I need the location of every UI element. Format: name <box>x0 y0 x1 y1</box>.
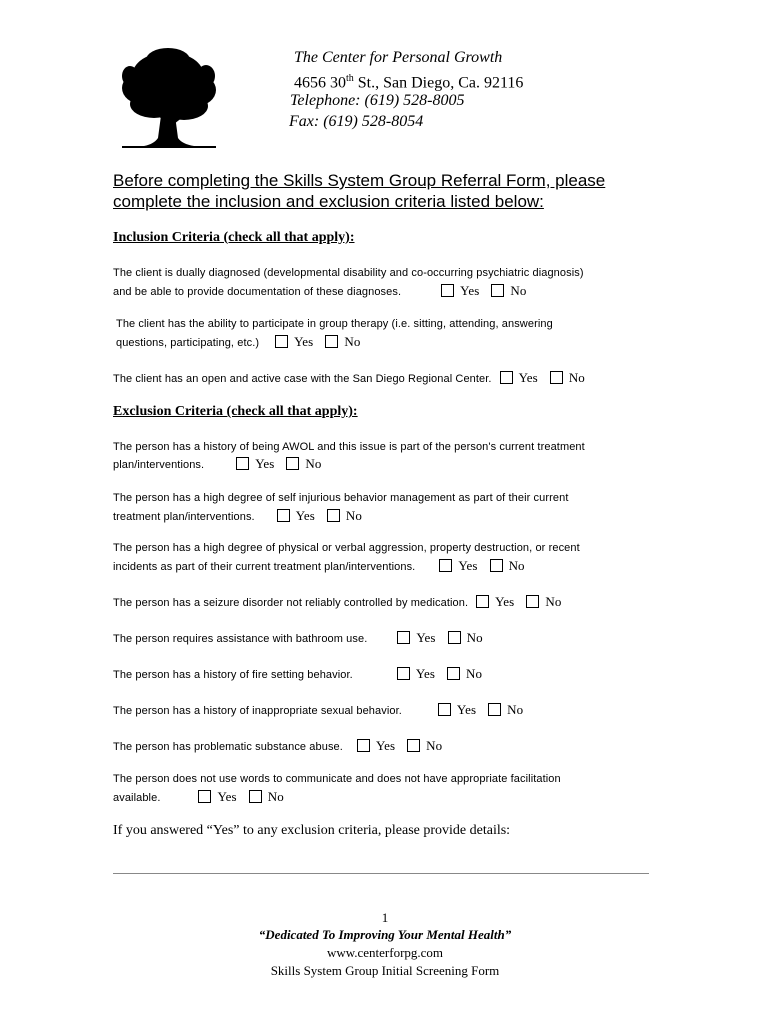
yes-checkbox[interactable] <box>277 509 290 522</box>
yes-checkbox[interactable] <box>476 595 489 608</box>
yes-checkbox[interactable] <box>439 559 452 572</box>
exclusion-q5 <box>113 629 495 648</box>
exclusion-heading: Exclusion Criteria (check all that apply): <box>113 404 358 419</box>
yes-checkbox[interactable] <box>198 790 211 803</box>
inclusion-q2-line-1: The client has the ability to participate in group therapy (i.e. sitting, attending, answering <box>116 318 553 330</box>
yes-checkbox[interactable] <box>357 739 370 752</box>
footer-form-name: Skills System Group Initial Screening Form <box>270 963 500 978</box>
fax: Fax: (619) 528-8054 <box>289 113 424 130</box>
no-checkbox[interactable] <box>325 335 338 348</box>
no-checkbox[interactable] <box>407 739 420 752</box>
no-label: No <box>426 738 443 753</box>
no-checkbox[interactable] <box>447 667 460 680</box>
footer-tagline: “Dedicated To Improving Your Mental Health” <box>258 927 512 942</box>
yes-label: Yes <box>217 789 237 804</box>
exclusion-q2 <box>113 507 374 526</box>
exclusion-q6 <box>113 665 494 684</box>
inclusion-heading: Inclusion Criteria (check all that apply): <box>113 230 355 245</box>
inclusion-q2 <box>116 333 372 352</box>
details-answer-line[interactable] <box>113 873 649 874</box>
yes-label: Yes <box>294 334 314 349</box>
yes-checkbox[interactable] <box>397 667 410 680</box>
form-title-line-2: complete the inclusion and exclusion criteria listed below: <box>113 192 544 211</box>
no-label: No <box>568 370 585 385</box>
inclusion-q1 <box>113 282 538 301</box>
exclusion-q9-line-1: The person does not use words to communicate and does not have appropriate facilitation <box>113 773 561 785</box>
no-checkbox[interactable] <box>448 631 461 644</box>
exclusion-q9 <box>113 788 296 807</box>
no-label: No <box>510 283 527 298</box>
no-checkbox[interactable] <box>550 371 563 384</box>
question-text: The person has problematic substance abuse. <box>113 741 343 753</box>
yes-label: Yes <box>495 594 515 609</box>
no-label: No <box>466 630 483 645</box>
yes-checkbox[interactable] <box>397 631 410 644</box>
question-text: The person has a history of inappropriate sexual behavior. <box>113 705 402 717</box>
inclusion-q1-line-1: The client is dually diagnosed (developmental disability and co-occurring psychiatric diagnosis) <box>113 267 584 279</box>
exclusion-q1 <box>113 455 334 474</box>
yes-checkbox[interactable] <box>441 284 454 297</box>
yes-label: Yes <box>518 370 538 385</box>
question-text: available. <box>113 792 161 804</box>
details-prompt: If you answered “Yes” to any exclusion criteria, please provide details: <box>113 823 511 838</box>
question-text: questions, participating, etc.) <box>116 337 260 349</box>
no-label: No <box>466 666 483 681</box>
no-checkbox[interactable] <box>327 509 340 522</box>
no-checkbox[interactable] <box>286 457 299 470</box>
no-label: No <box>344 334 361 349</box>
exclusion-q4 <box>113 593 573 612</box>
org-name: The Center for Personal Growth <box>294 49 503 66</box>
exclusion-q2-line-1: The person has a high degree of self injurious behavior management as part of their current <box>113 492 569 504</box>
question-text: The person requires assistance with bathroom use. <box>113 633 368 645</box>
question-text: plan/interventions. <box>113 459 205 471</box>
exclusion-q8 <box>113 737 454 756</box>
footer-website: www.centerforpg.com <box>326 945 444 960</box>
question-text: The person has a history of fire setting behavior. <box>113 669 353 681</box>
inclusion-q3 <box>113 369 597 388</box>
exclusion-q3 <box>113 557 537 576</box>
no-checkbox[interactable] <box>491 284 504 297</box>
no-checkbox[interactable] <box>249 790 262 803</box>
yes-label: Yes <box>295 508 315 523</box>
tree-logo <box>118 46 220 152</box>
yes-label: Yes <box>458 558 478 573</box>
yes-checkbox[interactable] <box>438 703 451 716</box>
question-text: The client has an open and active case with the San Diego Regional Center. <box>113 373 492 385</box>
yes-checkbox[interactable] <box>275 335 288 348</box>
yes-label: Yes <box>375 738 396 753</box>
yes-label: Yes <box>415 666 436 681</box>
yes-label: Yes <box>255 456 275 471</box>
exclusion-q1-line-1: The person has a history of being AWOL and this issue is part of the person's current treatment <box>113 441 585 453</box>
exclusion-q7 <box>113 701 535 720</box>
question-text: and be able to provide documentation of these diagnoses. <box>113 286 402 298</box>
no-label: No <box>345 508 363 523</box>
address: 4656 30th St., San Diego, Ca. 92116 <box>294 73 524 92</box>
question-text: treatment plan/interventions. <box>113 511 255 523</box>
no-checkbox[interactable] <box>490 559 503 572</box>
yes-label: Yes <box>460 283 480 298</box>
no-label: No <box>507 702 524 717</box>
no-checkbox[interactable] <box>488 703 501 716</box>
telephone: Telephone: (619) 528-8005 <box>290 92 465 109</box>
no-label: No <box>508 558 525 573</box>
yes-label: Yes <box>416 630 436 645</box>
yes-checkbox[interactable] <box>236 457 249 470</box>
no-checkbox[interactable] <box>526 595 539 608</box>
yes-label: Yes <box>456 702 477 717</box>
exclusion-q3-line-1: The person has a high degree of physical or verbal aggression, property destruction, or recent <box>113 542 580 554</box>
question-text: The person has a seizure disorder not reliably controlled by medication. <box>113 597 469 609</box>
question-text: incidents as part of their current treatment plan/interventions. <box>113 561 416 573</box>
yes-checkbox[interactable] <box>500 371 513 384</box>
form-title-line-1: Before completing the Skills System Group Referral Form, please <box>113 171 606 190</box>
page-number: 1 <box>381 910 389 925</box>
no-label: No <box>545 594 562 609</box>
no-label: No <box>267 789 284 804</box>
no-label: No <box>305 456 322 471</box>
